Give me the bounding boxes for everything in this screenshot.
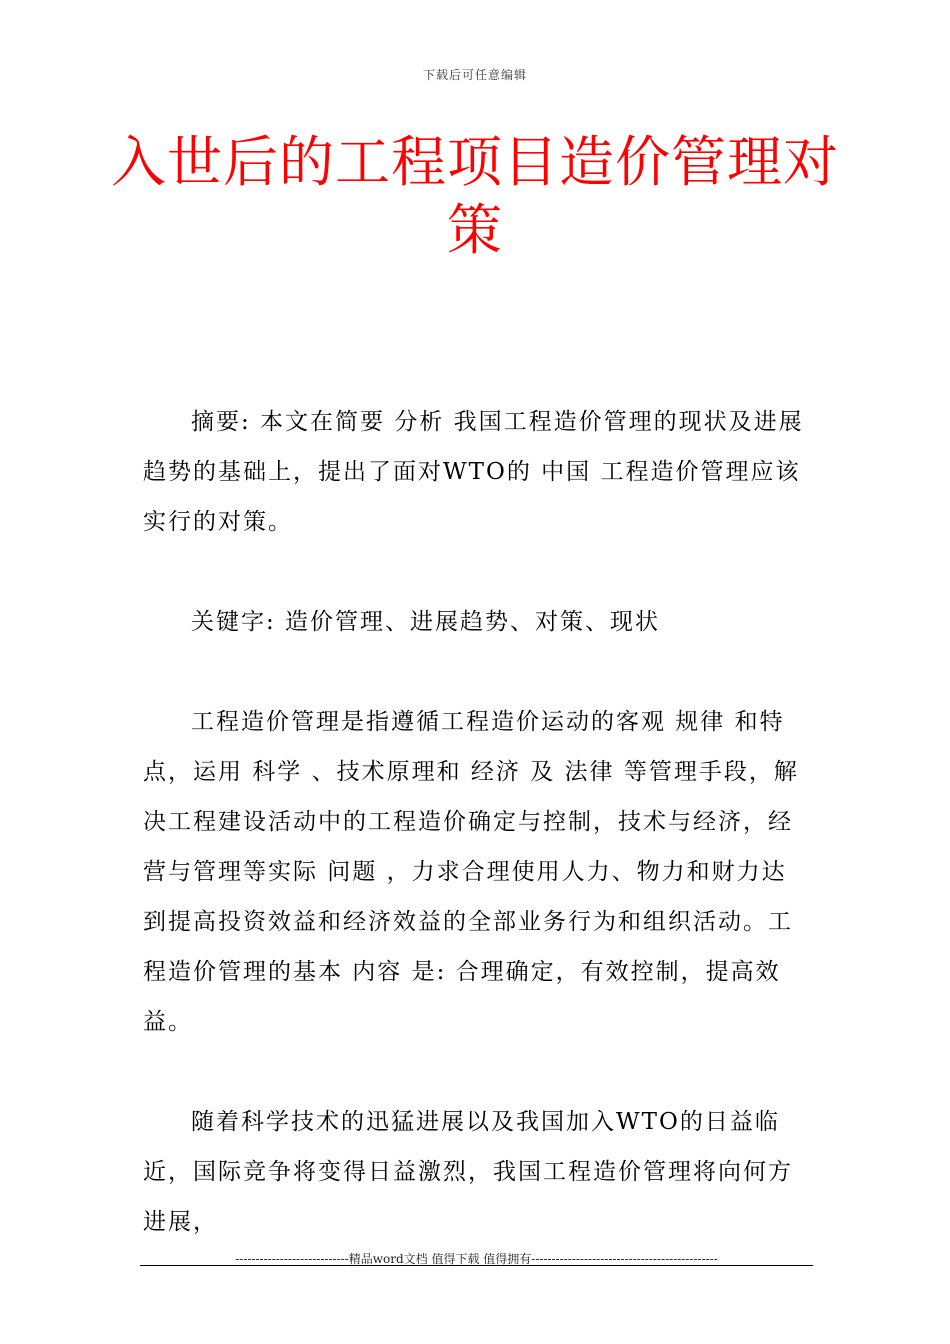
keywords-paragraph: 关键字: 造价管理、进展趋势、对策、现状	[191, 609, 661, 635]
footer-divider	[140, 1265, 813, 1266]
document-body	[143, 397, 811, 1247]
document-title: 入世后的工程项目造价管理对策	[110, 130, 839, 262]
abstract-paragraph: 摘要: 本文在简要 分析 我国工程造价管理的现状及进展 趋势的基础上，提出了面对WTO的 中国 工程造价管理应该实行的对策。	[143, 409, 804, 535]
definition-paragraph: 工程造价管理是指遵循工程造价运动的客观 规律 和特点，运用 科学 、技术原理和 经济 及 法律 等管理手段，解决工程建设活动中的工程造价确定与控制，技术与经济，经营与管理等实际 问题 ，力求合理使用人力、物力和财力达到提高投资效益和经济效益的全部业务行为和组织活动。工程造价管理的基本 内容 是: 合理确定，有效控制，提高效益。	[143, 709, 799, 1035]
page-footer-note: ----------------------------精品word文档 值得下载 值得拥有----------------------------------------------	[235, 1252, 718, 1266]
page-header-note: 下载后可任意编辑	[422, 68, 527, 82]
context-paragraph: 随着科学技术的迅猛进展以及我国加入WTO的日益临近，国际竞争将变得日益激烈，我国工程造价管理将向何方进展，	[143, 1109, 793, 1235]
